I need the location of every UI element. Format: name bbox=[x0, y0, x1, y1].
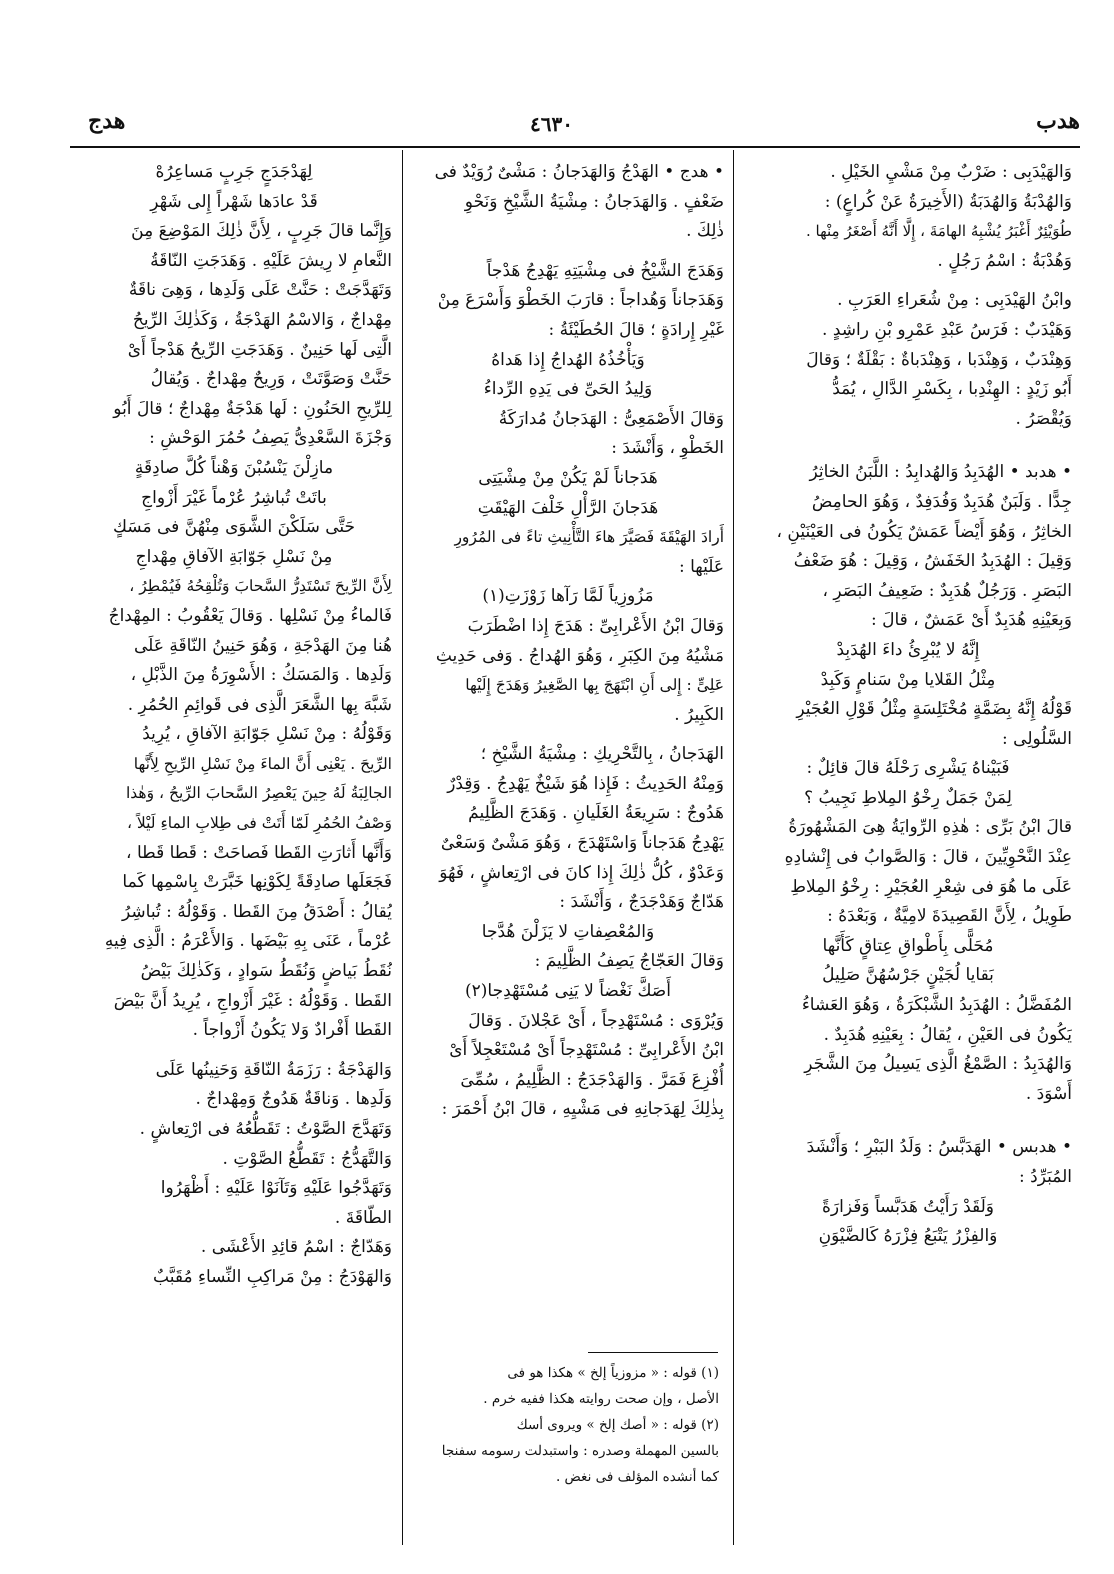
text-line: السَّلُولِى : bbox=[1002, 728, 1072, 749]
text-line: الرِّيحَ . يَعْنِى أَنَّ الماءَ مِنْ نَسْلِ الرِّيحِ لِأَنَّها bbox=[133, 754, 392, 773]
text-line: هُنا مِنَ الهَدْجَةِ ، وَهُوَ حَنِينُ النّاقَةِ عَلَى bbox=[134, 635, 392, 656]
text-line: يُقالُ : أَصْدَقُ مِنَ القَطا . وَقَوْلُهُ : تُباشِرُ bbox=[122, 901, 392, 922]
text-line: الطّاقَةَ . bbox=[334, 1207, 392, 1228]
text-line: وَإِنَّما قالَ جَرِبٍ ، لِأَنَّ ذٰلِكَ المَوْضِعَ مِنَ bbox=[131, 221, 392, 242]
text-line: الكَبِيرُ . bbox=[674, 704, 724, 725]
text-line: طُوَيْئِرٌ أَغْبَرُ يُشْبِهُ الهامَةَ ، إِلَّا أَنَّهُ أَصْغَرُ مِنْها . bbox=[806, 222, 1072, 241]
text-line: الَّتِى لَها حَنِينٌ . وَهَدَجَتِ الرِّيحُ هَدْجاً أَىْ bbox=[127, 339, 392, 360]
text-line: مِهْداجٌ ، وَالاسْمُ الهَدْجَةُ ، وَكَذٰلِكَ الرِّيحُ bbox=[132, 309, 392, 330]
text-line: فَجَعَلَها صادِقَةً لِكَوْنِها خَبَّرَتْ بِاسْمِها كَما bbox=[122, 872, 392, 893]
entry-heading-line: • هدج • الهَدْجُ وَالهَدَجانُ : مَشْىٌ رُوَيْدٌ فى bbox=[434, 162, 724, 182]
verse-line: لِمَنْ جَمَلٌ رِخْوُ المِلاطِ نَجِيبُ ؟ bbox=[804, 787, 1012, 808]
verse-line: وَالفِزْرُ يَتْبَعُ فِزْرَهُ كَالضَّيْوَنِ bbox=[818, 1226, 998, 1247]
page-header bbox=[70, 108, 1080, 142]
text-line: وَتَهَدَّجَ الصَّوْتُ : تَقَطُّعُهُ فى ارْتِعاشٍ . bbox=[139, 1119, 392, 1139]
column-divider-left bbox=[402, 150, 403, 1545]
text-line: وابْنُ الهَيْدَبِى : مِنْ شُعَراءِ العَرَبِ . bbox=[837, 290, 1072, 311]
text-line: وَقالَ الأَصْمَعِىُّ : الهَدَجانُ مُدارَكَةُ bbox=[498, 408, 724, 429]
text-line: يَهْدِجُ هَدَجاناً وَاسْتَهْدَجَ ، وَهُوَ مَشْىٌ وَسَعْىٌ bbox=[440, 833, 724, 854]
text-line: الهَدَجانُ ، بِالتَّحْرِيكِ : مِشْيَةُ الشَّيْخِ ؛ bbox=[480, 744, 724, 765]
text-line: وَهَيْدَبٌ : فَرَسُ عَبْدِ عَمْرِو بْنِ راشِدٍ . bbox=[822, 319, 1072, 340]
verse-line: أَصَكَّ نَغْضاً لا يَنِى مُسْتَهْدِجا(٢) bbox=[465, 981, 671, 1002]
text-line: وَلَدِها . وَالمَسَكُ : الأَسْوِرَةُ مِنَ الذَّبْلِ ، bbox=[130, 665, 392, 686]
verse-line: مُحَلًّى بِأَطْواقِ عِتاقٍ كَأَنَّها bbox=[822, 935, 994, 956]
footnote-rule bbox=[588, 1352, 718, 1353]
text-line: وَالهُدَبِدُ : الصَّمْغُ الَّذِى يَسِيلُ مِنَ الشَّجَرِ bbox=[804, 1054, 1072, 1075]
column-left bbox=[76, 158, 392, 1558]
text-line: عَلِىٍّ : إِلى أَنِ ابْتَهَجَ بِها الصَّغِيرُ وَهَدَجَ إِلَيْها bbox=[465, 676, 724, 695]
text-line: القَطا . وَقَوْلُهُ : غَيْرَ أَزْواجِ ، يُرِيدُ أَنَّ بَيْضَ bbox=[113, 990, 392, 1011]
text-line: أُفْزِعَ فَمَرَّ . وَالهَدْجَدَجُ : الظَّلِيمُ ، سُمِّىَ bbox=[460, 1069, 724, 1090]
text-line: وَقَوْلُهُ : مِنْ نَسْلِ جَوّابَةِ الآفاقِ ، يُرِيدُ bbox=[142, 724, 392, 745]
header-rule bbox=[70, 146, 1080, 148]
text-line: عَلَى ما هُوَ فى شِعْرِ العُجَيْرِ : رِخْوُ المِلاطِ bbox=[790, 876, 1072, 897]
verse-line: قَدْ عادَها شَهْراً إِلى شَهْرِ bbox=[150, 191, 318, 212]
text-line: عُرْماً ، عَنَى بِهِ بَيْضَها . وَالأَعْرَمُ : الَّذِى فِيهِ bbox=[104, 931, 392, 952]
text-line: عِنْدَ النَّحْوِيِّينَ ، قالَ : وَالصَّوابُ فى إِنْشادِهِ bbox=[784, 847, 1072, 868]
verse-line: مازِلْنَ يَنْسُبْنَ وَهْناً كُلَّ صادِقَةٍ bbox=[134, 457, 334, 478]
text-line: وَأَنَّها أَثارَتِ القَطا فَصاحَتْ : قَطا قَطا ، bbox=[126, 842, 392, 863]
text-line: بِذٰلِكَ لِهَدَجانِهِ فى مَشْيِهِ ، قالَ ابْنُ أَحْمَرَ : bbox=[441, 1099, 724, 1120]
text-line: المُفَضَّلُ : الهُدَبِدُ الشَّبْكَرَةُ ، وَهُوَ العَشاءُ bbox=[801, 995, 1072, 1016]
text-line: هَدّاجٌ وَهَدْجَدَجٌ ، وَأَنْشَدَ : bbox=[559, 892, 724, 913]
text-line: أَسْوَدَ . bbox=[1025, 1083, 1072, 1104]
text-line: وَيُقْصَرُ . bbox=[1015, 408, 1072, 429]
column-middle bbox=[412, 158, 724, 1348]
text-line: لِلرِّيحِ الحَنُونِ : لَها هَدْجَةٌ مِهْداجٌ ؛ قالَ أَبُو bbox=[113, 398, 392, 419]
page-number: ٤٦٣٠ bbox=[530, 112, 573, 136]
text-line: يَكُونُ فى العَيْنِ ، يُقالُ : بِعَيْنِهِ هُدَبِدٌ . bbox=[823, 1024, 1072, 1045]
verse-line: حَتَّى سَلَكْنَ الشَّوَى مِنْهُنَّ فى مَسَكٍ bbox=[112, 517, 356, 538]
text-line: البَصَرِ . وَرَجُلٌ هُدَبِدٌ : ضَعِيفُ البَصَرِ ، bbox=[822, 580, 1072, 601]
text-line: أَرادَ الهَيْقَةَ فَصَيَّرَ هاءَ التَّأْنِيثِ تاءً فى المُرُورِ bbox=[454, 528, 724, 547]
text-line: وَهَدّاجٌ : اسْمُ قائِدِ الأَعْشَى . bbox=[200, 1237, 392, 1258]
footnote-line: بالسين المهملة وصدره : واستبدلت رسومه سفنجا bbox=[441, 1443, 719, 1459]
text-line: وَالتَّهَدُّجُ : تَقَطُّعُ الصَّوْتِ . bbox=[222, 1148, 392, 1169]
text-line: وَقِيلَ : الهُدَبِدُ الخَفَشُ ، وَقِيلَ : هُوَ ضَعْفُ bbox=[793, 551, 1072, 572]
verse-line: مَزُوزِياً لَمَّا رَآها زَوْزَتِ(١) bbox=[482, 586, 654, 607]
text-line: ذٰلِكَ . bbox=[686, 221, 724, 242]
text-line: وَالهُدْبَةُ وَالهُدَبَةُ (الأَخِيرَةُ عَنْ كُراعٍ) : bbox=[824, 191, 1072, 212]
text-line: وَقالَ ابْنُ الأَعْرابِىِّ : هَدَجَ إِذا اضْطَرَبَ bbox=[467, 615, 724, 636]
text-line: شَبَّهَ بِها الشَّعَرَ الَّذِى فى قَوائِمِ الحُمُرِ . bbox=[127, 694, 392, 715]
text-line: وَيُرْوَى : مُسْتَهْدِجاً ، أَىْ عَجْلانَ . وَقالَ bbox=[468, 1010, 724, 1031]
text-line: وَتَهَدَّجَتْ : حَنَّتْ عَلَى وَلَدِها ، وَهِىَ ناقَةٌ bbox=[128, 280, 392, 301]
text-line: وَالهَوْدَجُ : مِنْ مَراكِبِ النِّساءِ مُقَبَّبٌ bbox=[153, 1266, 392, 1287]
verse-line: لِهَدْجَدَجٍ جَرِبٍ مَساعِرُهْ bbox=[155, 162, 313, 182]
verse-line: باتَتْ تُباشِرُ عُرْماً غَيْرَ أَزْواجِ bbox=[141, 487, 327, 508]
text-line: وَقالَ العَجّاجُ يَصِفُ الظَّلِيمَ : bbox=[534, 951, 724, 972]
text-line: وَلَدِها . وَناقَةٌ هَدُوجٌ وَمِهْداجٌ . bbox=[195, 1089, 392, 1110]
text-line: طَوِيلُ ، لِأَنَّ القَصِيدَةَ لامِيَّةٌ ، وَبَعْدَهُ : bbox=[827, 906, 1072, 927]
verse-line: هَدَجانَ الرَّأْلِ خَلْفَ الهَيْقَتِ bbox=[477, 497, 659, 518]
verse-line: وَلَقَدْ رَأَيْتُ هَدَبَّساً وَفَزارَةً bbox=[821, 1196, 994, 1217]
text-line: الخاثِرُ ، وَهُوَ أَيْضاً عَمَشٌ يَكُونُ فى العَيْنَيْنِ ، bbox=[776, 521, 1072, 542]
verse-line: وَلِيدُ الحَىِّ فى يَدِهِ الرِّداءُ bbox=[483, 379, 653, 400]
verse-line: مِثْلُ القَلايا مِنْ سَنامٍ وَكَبِدْ bbox=[820, 669, 996, 690]
verse-line: وَيَأْخُذُهُ الهُداجُ إِذا هَداهُ bbox=[491, 349, 645, 370]
verse-line: فَبَيْناهُ يَشْرِى رَحْلَهُ قالَ قائِلٌ : bbox=[806, 758, 1010, 779]
header-right-word: هدب bbox=[1036, 108, 1080, 134]
verse-line: وَالمُعْصِفاتِ لا يَزَلْنَ هُدَّجا bbox=[481, 921, 655, 942]
text-line: المُبَرِّدُ : bbox=[1019, 1167, 1072, 1187]
text-line: وَمِنْهُ الحَدِيثُ : فَإِذا هُوَ شَيْخٌ يَهْدِجُ . وَقِدْرٌ bbox=[447, 773, 724, 794]
text-line: وَعَدْوٌ ، كُلُّ ذٰلِكَ إِذا كانَ فى ارْتِعاشٍ ، فَهُوَ bbox=[439, 862, 724, 883]
text-line: وَتَهَدَّجُوا عَلَيْهِ وَتَآنَوْا عَلَيْهِ : أَظْهَرُوا bbox=[160, 1178, 392, 1199]
text-line: عَلَيْها : bbox=[678, 556, 724, 577]
text-line: ابْنُ الأَعْرابِىِّ : مُسْتَهْدِجاً أَىْ مُسْتَعْجِلاً أَىْ bbox=[449, 1040, 724, 1061]
text-line: وَهَدَجاناً وَهُداجاً : قارَبَ الخَطْوَ وَأَسْرَعَ مِنْ bbox=[437, 290, 724, 311]
text-line: هَدُوجٌ : سَرِيعَةُ الغَلَيانِ . وَهَدَجَ الظَّلِيمُ bbox=[468, 803, 724, 824]
entry-heading-line: • هدبس • الهَدَبَّسُ : وَلَدُ البَبْرِ ؛ وَأَنْشَدَ bbox=[806, 1137, 1072, 1158]
text-line: أَبُو زَيْدٍ : الهِنْدِبا ، بِكَسْرِ الدَّالِ ، يُمَدُّ bbox=[832, 379, 1072, 400]
text-line: النَّعامِ لا رِيشَ عَلَيْهِ . وَهَدَجَتِ النّاقَةُ bbox=[150, 250, 392, 271]
text-line: لِأَنَّ الرِّيحَ تَسْتَدِرُّ السَّحابَ وَتُلْقِحُهُ فَيُمْطِرُ ، bbox=[129, 577, 392, 596]
text-line: وَهِنْدَبٌ ، وَهِنْدَبا ، وَهِنْدَباةٌ : بَقْلَةٌ ؛ وَقالَ bbox=[806, 349, 1072, 370]
footnote-line: (١) قوله : « مزوزياً إلخ » هكذا هو فى bbox=[507, 1365, 719, 1381]
footnote-line: كما أنشده المؤلف فى نغض . bbox=[555, 1469, 719, 1485]
entry-heading-line: • هدبد • الهُدَبِدُ وَالهُدابِدُ : اللَّبَنُ الخاثِرُ bbox=[809, 462, 1072, 483]
footnote-line: (٢) قوله : « أصك إلخ » ويروى أسك bbox=[516, 1417, 719, 1433]
text-line: قَوْلُهُ إِنَّهُ بِضَمَّةٍ مُخْتَلِسَةٍ مِثْلُ قَوْلِ العُجَيْرِ bbox=[796, 699, 1072, 720]
column-right bbox=[744, 158, 1072, 1558]
text-line: الخَطْوِ ، وَأَنْشَدَ : bbox=[611, 438, 724, 459]
text-line: وَالهَدْجَةُ : رَزَمَةُ النّاقَةِ وَحَنِينُها عَلَى bbox=[155, 1059, 392, 1080]
text-line: مَشْيُهُ مِنَ الكِبَرِ ، وَهُوَ الهُداجُ . وَفى حَدِيثِ bbox=[435, 645, 724, 666]
text-line: غَيْرِ إِرادَةٍ ؛ قالَ الحُطَيْئَةُ : bbox=[548, 319, 724, 340]
text-line: وَالهَيْدَبِى : ضَرْبٌ مِنْ مَشْيِ الخَيْلِ . bbox=[830, 162, 1072, 182]
text-line: وَبِعَيْنِهِ هُدَبِدٌ أَىْ عَمَشٌ ، قالَ : bbox=[870, 610, 1072, 631]
text-line: الجالِبَةُ لَهُ حِينَ يَعْصِرُ السَّحابَ الرِّيحُ ، وَهٰذا bbox=[125, 784, 392, 803]
text-line: وَهُدْبَةُ : اسْمُ رَجُلٍ . bbox=[937, 250, 1072, 271]
text-line: فَالماءُ مِنْ نَسْلِها . وَقالَ يَعْقُوبُ : المِهْداجُ bbox=[108, 605, 392, 626]
column-divider-right bbox=[733, 150, 734, 1545]
header-left-word: هدج bbox=[88, 108, 126, 134]
text-line: حَنَّتْ وَصَوَّتَتْ ، وَرِيحٌ مِهْداجٌ . وَيُقالُ bbox=[150, 369, 392, 390]
text-line: نُقَطُ بَياضٍ وَنُقَطُ سَوادٍ ، وَكَذٰلِكَ بَيْضُ bbox=[140, 961, 392, 982]
text-line: وَصْفُ الحُمُرِ لَمّا أَتَتْ فى طِلابِ الماءِ لَيْلاً ، bbox=[126, 814, 392, 833]
verse-line: مِنْ نَسْلِ جَوّابَةِ الآفاقِ مِهْداجِ bbox=[135, 546, 333, 567]
text-line: وَهَدَجَ الشَّيْخُ فى مِشْيَتِهِ يَهْدِجُ هَدْجاً bbox=[486, 260, 724, 281]
verse-line: إِنَّهُ لا يُبْرِئُ داءَ الهُدَبِدْ bbox=[836, 639, 980, 660]
footnotes bbox=[414, 1360, 719, 1490]
text-line: جِدًّا . وَلَبَنٌ هُدَبِدٌ وَفُدَفِدٌ ، وَهُوَ الحامِضُ bbox=[811, 491, 1072, 512]
text-line: القَطا أَفْرادٌ وَلا يَكُونُ أَزْواجاً . bbox=[192, 1020, 392, 1041]
text-line: ضَعْفٍ . وَالهَدَجانُ : مِشْيَةُ الشَّيْخِ وَنَحْوِ bbox=[464, 191, 724, 212]
verse-line: هَدَجاناً لَمْ يَكُنْ مِنْ مِشْيَتِى bbox=[478, 467, 658, 488]
footnote-line: الأصل ، وإن صحت روايته هكذا ففيه خرم . bbox=[483, 1391, 719, 1407]
text-line: قالَ ابْنُ بَرِّى : هٰذِهِ الرِّوايَةُ هِىَ المَشْهُورَةُ bbox=[788, 817, 1072, 838]
verse-line: بَقايا لُجَيْنٍ جَرْسُهُنَّ صَلِيلُ bbox=[822, 965, 994, 986]
text-line: وَجْزَةَ السَّعْدِىُّ يَصِفُ حُمُرَ الوَحْشِ : bbox=[149, 428, 392, 449]
